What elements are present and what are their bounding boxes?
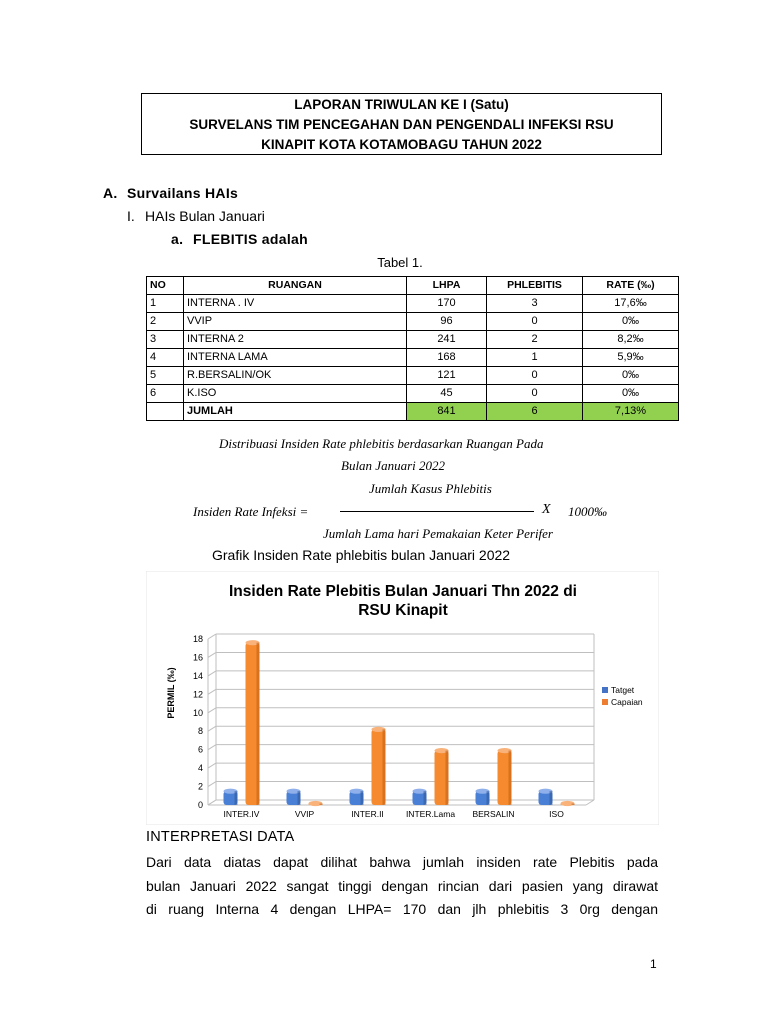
- section-a-heading: [103, 185, 238, 201]
- cell-no: 2: [147, 313, 184, 331]
- cell-phlebitis: 1: [487, 349, 583, 367]
- bar-capaian-4: [498, 748, 512, 805]
- table-row: [147, 349, 679, 367]
- legend-swatch-capaian: [602, 699, 608, 705]
- subsection-a-number: a.: [171, 231, 184, 247]
- cell-rate: 8,2‰: [583, 331, 679, 349]
- bar-shade: [446, 751, 449, 805]
- y-tick-label: 4: [197, 763, 203, 774]
- cell-phlebitis: 3: [487, 295, 583, 313]
- bar-capaian-2: [372, 727, 386, 805]
- cell-ruangan: VVIP: [184, 313, 407, 331]
- report-title-line-2: SURVELANS TIM PENCEGAHAN DAN PENGENDALI INFEKSI RSU: [189, 117, 614, 132]
- chart-title-line-2: RSU Kinapit: [358, 602, 448, 619]
- report-title-box: [141, 93, 662, 155]
- header-lhpa: LHPA: [407, 277, 487, 295]
- total-lhpa: 841: [407, 403, 487, 421]
- x-tick-label: INTER.IV: [223, 809, 260, 819]
- distribution-caption-line-2: Bulan Januari 2022: [341, 458, 445, 473]
- x-tick-label: ISO: [549, 809, 564, 819]
- formula-denominator: Jumlah Lama hari Pemakaian Keter Perifer: [323, 526, 553, 541]
- bar-capaian-5: [561, 801, 575, 806]
- y-tick-label: 12: [192, 689, 203, 700]
- cell-rate: 5,9‰: [583, 349, 679, 367]
- section-a-label: Survailans HAIs: [127, 185, 239, 201]
- table-caption: Tabel 1.: [377, 255, 423, 270]
- x-tick-label: INTER.II: [351, 809, 384, 819]
- cell-lhpa: 170: [407, 295, 487, 313]
- total-no: [147, 403, 184, 421]
- x-tick-label: VVIP: [294, 809, 315, 819]
- y-tick-label: 14: [192, 670, 203, 681]
- bar-shade: [487, 791, 490, 805]
- report-title-line-1: LAPORAN TRIWULAN KE I (Satu): [294, 97, 509, 112]
- y-tick-label: 18: [192, 634, 203, 644]
- table-row: [147, 313, 679, 331]
- y-tick-label: 6: [197, 744, 203, 755]
- total-phlebitis: 6: [487, 403, 583, 421]
- interpretation-heading: INTERPRETASI DATA: [146, 829, 295, 845]
- incidence-rate-chart: [146, 571, 659, 825]
- formula-multiplier: 1000‰: [568, 504, 607, 519]
- chart-svg: [146, 571, 659, 825]
- bar-shade: [424, 791, 427, 805]
- table-header-row: [147, 277, 679, 295]
- cell-no: 4: [147, 349, 184, 367]
- bar-target-0: [224, 789, 238, 805]
- table-total-row: [147, 403, 679, 421]
- cell-rate: 17,6‰: [583, 295, 679, 313]
- bar-shade: [320, 804, 323, 806]
- chart-y-axis-label: PERMIL (‰): [166, 667, 176, 719]
- section-i-number: I.: [127, 208, 135, 224]
- y-tick-label: 8: [197, 726, 203, 737]
- table-row: [147, 331, 679, 349]
- y-tick-label: 16: [192, 652, 203, 663]
- total-rate: 7,13%: [583, 403, 679, 421]
- y-tick-label: 10: [192, 707, 203, 718]
- bar-target-3: [413, 789, 427, 805]
- cell-lhpa: 168: [407, 349, 487, 367]
- cell-rate: 0‰: [583, 313, 679, 331]
- header-phlebitis: PHLEBITIS: [487, 277, 583, 295]
- bar-shade: [572, 804, 575, 806]
- y-tick-label: 2: [197, 781, 203, 792]
- cell-lhpa: 45: [407, 385, 487, 403]
- bar-capaian-3: [435, 748, 449, 805]
- cell-phlebitis: 0: [487, 385, 583, 403]
- total-label: JUMLAH: [184, 403, 407, 421]
- legend-swatch-target: [602, 687, 608, 693]
- distribution-caption-line-1: Distribuasi Insiden Rate phlebitis berdasarkan Ruangan Pada: [219, 436, 544, 451]
- y-tick-label: 0: [197, 800, 203, 810]
- bar-shade: [235, 791, 238, 805]
- paragraph-line-2: bulan Januari 2022 sangat tinggi dengan rincian dari pasien yang dirawat: [146, 877, 658, 894]
- header-rate: RATE (‰): [583, 277, 679, 295]
- bar-target-1: [287, 789, 301, 805]
- bar-shade: [383, 729, 386, 805]
- cell-phlebitis: 0: [487, 313, 583, 331]
- bar-shade: [509, 751, 512, 805]
- cell-ruangan: INTERNA . IV: [184, 295, 407, 313]
- legend-label-target: Tatget: [611, 685, 635, 695]
- bar-capaian-1: [309, 801, 323, 806]
- cell-ruangan: K.ISO: [184, 385, 407, 403]
- subsection-a-heading: [171, 231, 308, 247]
- bar-shade: [361, 791, 364, 805]
- cell-no: 6: [147, 385, 184, 403]
- section-a-number: A.: [103, 185, 118, 201]
- paragraph-line-1: Dari data diatas dapat dilihat bahwa jumlah insiden rate Plebitis pada: [146, 854, 658, 870]
- table-row: [147, 295, 679, 313]
- report-title-line-3: KINAPIT KOTA KOTAMOBAGU TAHUN 2022: [261, 137, 542, 152]
- cell-rate: 0‰: [583, 367, 679, 385]
- table-row: [147, 367, 679, 385]
- x-tick-label: INTER.Lama: [405, 809, 456, 819]
- bar-target-5: [539, 789, 553, 805]
- subsection-a-label: FLEBITIS adalah: [193, 231, 308, 247]
- section-i-heading: [127, 208, 265, 224]
- header-no: NO: [147, 277, 184, 295]
- cell-lhpa: 96: [407, 313, 487, 331]
- cell-no: 1: [147, 295, 184, 313]
- formula-fraction-line: [340, 511, 534, 512]
- cell-rate: 0‰: [583, 385, 679, 403]
- header-ruangan: RUANGAN: [184, 277, 407, 295]
- legend-label-capaian: Capaian: [611, 697, 643, 707]
- interpretation-paragraph: [146, 851, 658, 922]
- bar-capaian-0: [246, 640, 260, 805]
- section-i-label: HAIs Bulan Januari: [145, 208, 265, 224]
- bar-shade: [257, 643, 260, 805]
- cell-ruangan: INTERNA 2: [184, 331, 407, 349]
- cell-lhpa: 241: [407, 331, 487, 349]
- bar-shade: [550, 791, 553, 805]
- formula-numerator: Jumlah Kasus Phlebitis: [369, 481, 492, 496]
- table-row: [147, 385, 679, 403]
- x-tick-label: BERSALIN: [472, 809, 515, 819]
- cell-phlebitis: 0: [487, 367, 583, 385]
- page-number: 1: [650, 957, 657, 971]
- cell-no: 3: [147, 331, 184, 349]
- bar-shade: [298, 791, 301, 805]
- cell-phlebitis: 2: [487, 331, 583, 349]
- cell-lhpa: 121: [407, 367, 487, 385]
- formula-multiply-sign: X: [542, 502, 551, 517]
- paragraph-line-3: di ruang Interna 4 dengan LHPA= 170 dan jlh phlebitis 3 0rg dengan: [146, 901, 658, 917]
- cell-ruangan: R.BERSALIN/OK: [184, 367, 407, 385]
- chart-title-line-1: Insiden Rate Plebitis Bulan Januari Thn 2022 di: [229, 583, 577, 600]
- graph-caption: Grafik Insiden Rate phlebitis bulan Januari 2022: [212, 547, 511, 563]
- cell-ruangan: INTERNA LAMA: [184, 349, 407, 367]
- bar-target-4: [476, 789, 490, 805]
- bar-target-2: [350, 789, 364, 805]
- formula-lhs: Insiden Rate Infeksi =: [193, 504, 309, 519]
- cell-no: 5: [147, 367, 184, 385]
- phlebitis-table: [146, 276, 679, 421]
